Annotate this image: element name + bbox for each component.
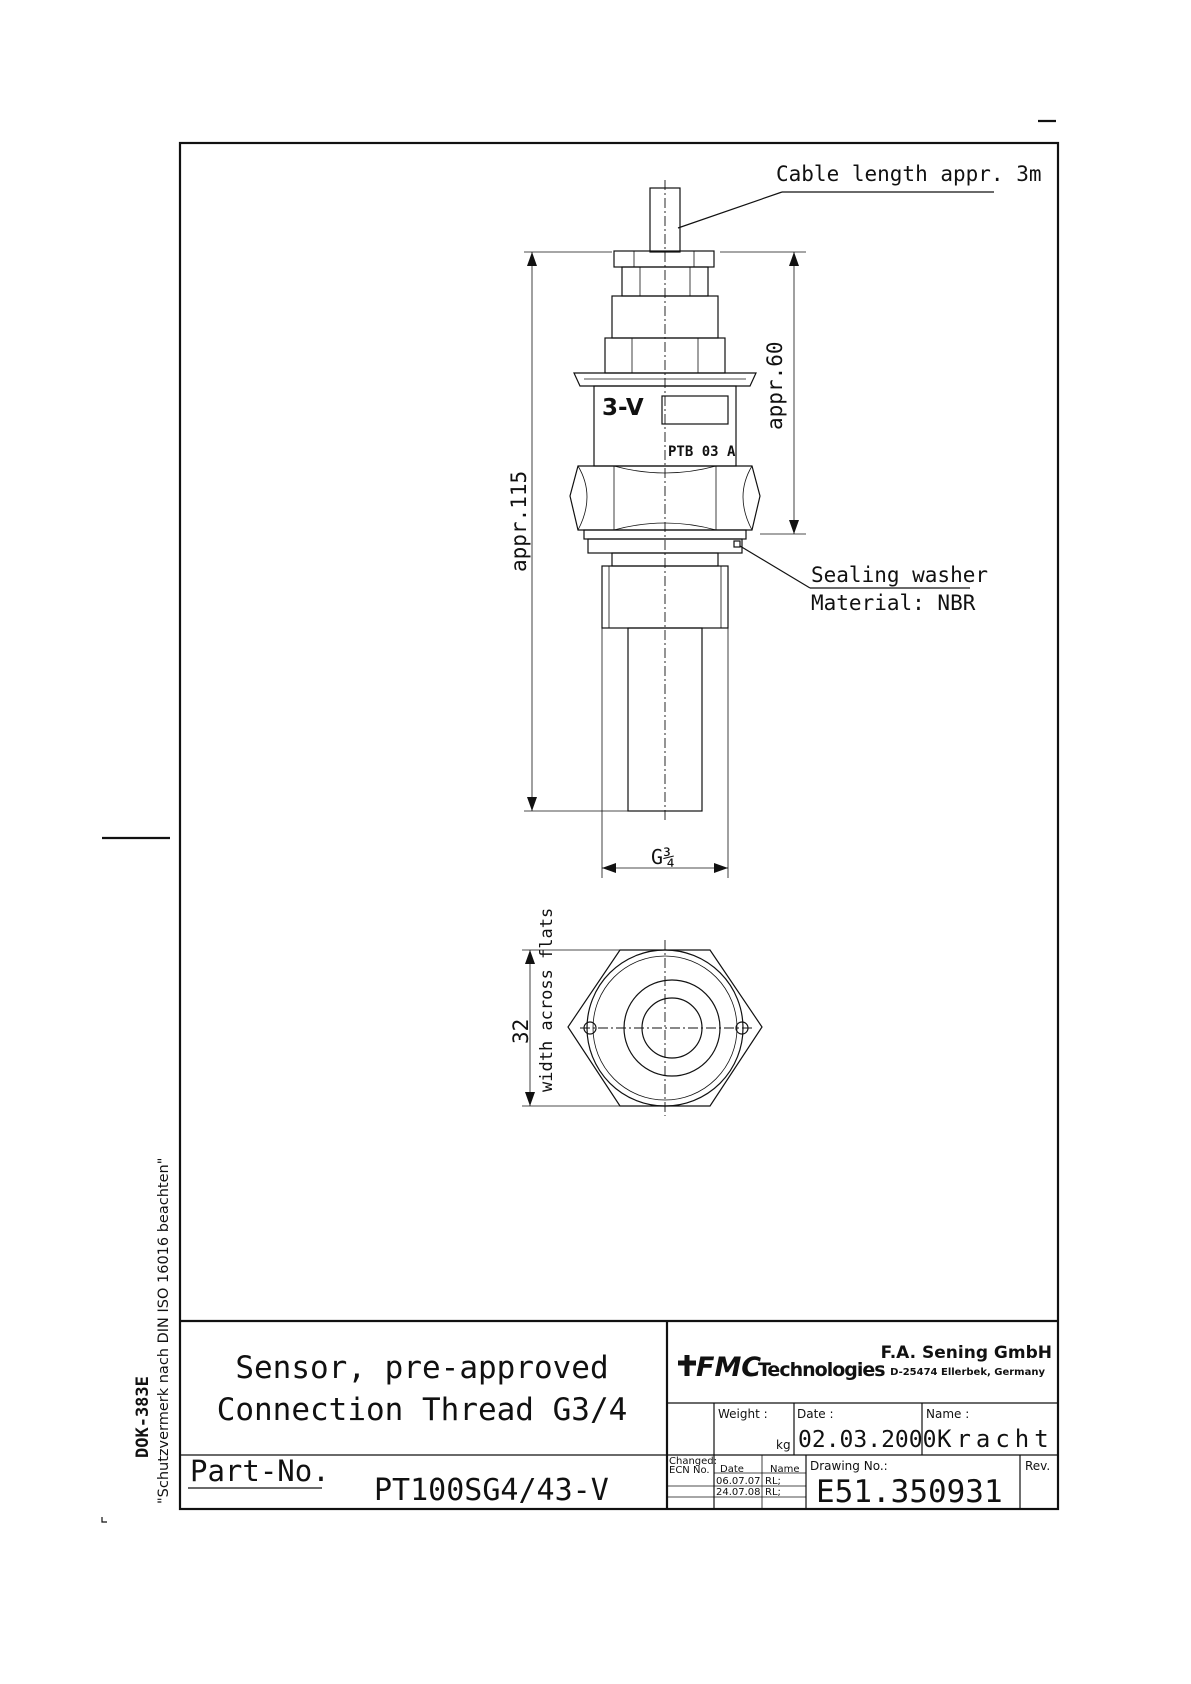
ecn-label: ECN No.	[669, 1465, 710, 1476]
name-label: Name :	[926, 1407, 970, 1421]
change-1-name: RL;	[765, 1476, 781, 1487]
change-2-name: RL;	[765, 1487, 781, 1498]
name-value: Kracht	[937, 1425, 1054, 1453]
change-1-date: 06.07.07	[716, 1476, 761, 1487]
drawing-frame	[180, 143, 1058, 1509]
drawing-number: E51.350931	[816, 1474, 1003, 1510]
date-value: 02.03.2000	[798, 1427, 937, 1453]
part-no-label: Part-No.	[190, 1454, 330, 1488]
changed-label: Changed:	[669, 1456, 718, 1467]
date-label: Date :	[797, 1407, 834, 1421]
part-number: PT100SG4/43-V	[374, 1473, 609, 1508]
title-block	[180, 1321, 1058, 1510]
brand-suffix: Technologies	[758, 1359, 885, 1381]
sealing-washer-label: Sealing washer	[811, 563, 989, 587]
drawing-no-label: Drawing No.:	[810, 1459, 888, 1473]
dim-32: 32	[509, 1018, 533, 1044]
doc-id: DOK-383E	[133, 1376, 153, 1458]
changes-date-header: Date	[720, 1464, 744, 1475]
dim-appr-115: appr.115	[507, 470, 531, 572]
company-address: D-25474 Ellerbek, Germany	[890, 1367, 1045, 1378]
sensor-top-view	[509, 908, 762, 1116]
washer-material-label: Material: NBR	[811, 591, 976, 615]
title-line-1: Sensor, pre-approved	[235, 1350, 609, 1386]
marking-3v: 3-V	[602, 395, 644, 421]
width-across-flats-label: width across flats	[537, 907, 557, 1092]
fmc-logo-mark	[678, 1355, 696, 1376]
cable-length-label: Cable length appr. 3m	[776, 162, 1042, 186]
rev-label: Rev.	[1025, 1459, 1051, 1473]
title-line-2: Connection Thread G3/4	[216, 1392, 628, 1428]
weight-label: Weight :	[718, 1407, 768, 1421]
change-2-date: 24.07.08	[716, 1487, 761, 1498]
sensor-side-view	[507, 162, 1042, 878]
brand-name: FMC	[696, 1352, 762, 1383]
label-plate	[662, 396, 728, 424]
ptb-label: PTB 03 A	[668, 444, 736, 460]
dim-appr-60: appr.60	[763, 341, 787, 430]
changes-name-header: Name	[770, 1464, 800, 1475]
corner-mark-bottom	[102, 1517, 107, 1522]
protection-note: "Schutzvermerk nach DIN ISO 16016 beachten"	[156, 1157, 172, 1504]
company-name: F.A. Sening GmbH	[880, 1343, 1052, 1363]
weight-unit: kg	[776, 1438, 791, 1452]
thread-dim-label: G¾	[651, 845, 676, 869]
